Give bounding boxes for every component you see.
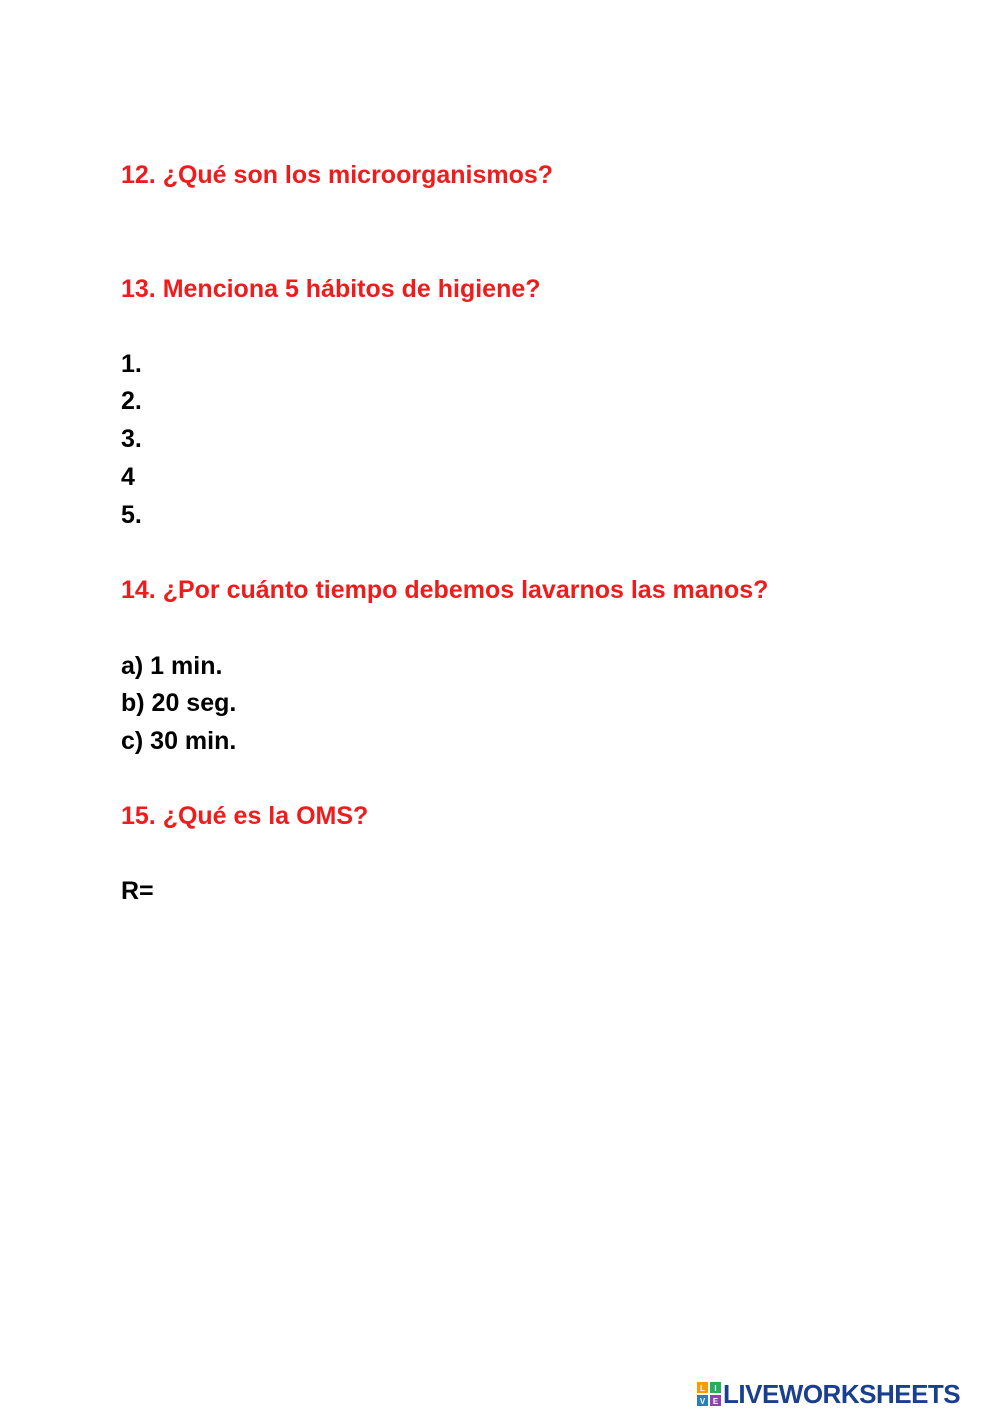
list-item: 1. — [121, 350, 142, 378]
list-item: 5. — [121, 501, 142, 529]
question-14: 14. ¿Por cuánto tiempo debemos lavarnos las manos? — [121, 576, 769, 604]
list-item: 4 — [121, 463, 135, 491]
list-item: 3. — [121, 425, 142, 453]
option-c: c) 30 min. — [121, 727, 237, 755]
question-15: 15. ¿Qué es la OMS? — [121, 802, 369, 830]
watermark-text: LIVEWORKSHEETS — [723, 1379, 961, 1409]
liveworksheets-watermark — [697, 1379, 960, 1409]
svg-text:L: L — [700, 1384, 705, 1393]
answer-label: R= — [121, 877, 154, 905]
list-item: 2. — [121, 387, 142, 415]
question-12: 12. ¿Qué son los microorganismos? — [121, 161, 554, 189]
svg-text:I: I — [714, 1384, 717, 1393]
option-b: b) 20 seg. — [121, 689, 237, 717]
liveworksheets-logo-icon — [697, 1382, 721, 1406]
question-13: 13. Menciona 5 hábitos de higiene? — [121, 275, 541, 303]
svg-text:E: E — [712, 1397, 719, 1406]
svg-text:V: V — [699, 1397, 706, 1406]
option-a: a) 1 min. — [121, 652, 223, 680]
